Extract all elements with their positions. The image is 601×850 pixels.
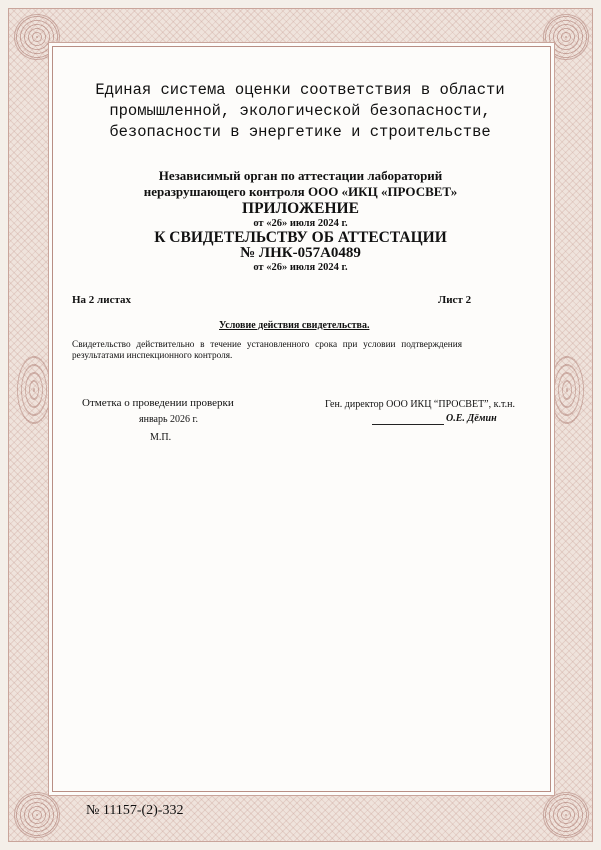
sheets-total: На 2 листах bbox=[72, 294, 131, 306]
certificate-title: К СВИДЕТЕЛЬСТВУ ОБ АТТЕСТАЦИИ bbox=[154, 229, 447, 246]
corner-ornament-bottom-right bbox=[543, 792, 589, 838]
organization-line-2: неразрушающего контроля ООО «ИКЦ «ПРОСВЕТ» bbox=[143, 184, 458, 199]
side-ornament-right bbox=[547, 350, 587, 430]
director-name: О.Е. Дёмин bbox=[446, 413, 497, 424]
sheet-number: Лист 2 bbox=[438, 294, 472, 306]
director-title: Ген. директор ООО ИКЦ “ПРОСВЕТ”, к.т.н. bbox=[325, 399, 515, 410]
side-ornament-left bbox=[14, 350, 54, 430]
condition-text-line-1: Свидетельство действительно в течение установленного срока при условии подтверждения bbox=[72, 340, 463, 350]
blank-number: № 11157-(2)-332 bbox=[86, 803, 184, 818]
appendix-title: ПРИЛОЖЕНИЕ bbox=[242, 200, 359, 217]
system-title: Единая система оценки соответствия в области промышленной, экологической безопасности, безопасности в энергетике и строительстве bbox=[95, 81, 505, 141]
inspection-label: Отметка о проведении проверки bbox=[82, 397, 234, 409]
certificate-date: от «26» июля 2024 г. bbox=[253, 262, 348, 273]
organization-line-1: Независимый орган по аттестации лабораторий bbox=[158, 168, 443, 183]
corner-ornament-bottom-left bbox=[14, 792, 60, 838]
condition-text-line-2: результатами инспекционного контроля. bbox=[72, 351, 233, 361]
inspection-date: январь 2026 г. bbox=[139, 414, 199, 425]
appendix-date: от «26» июля 2024 г. bbox=[253, 218, 348, 229]
condition-heading: Условие действия свидетельства. bbox=[219, 320, 370, 331]
certificate-number: № ЛНК-057А0489 bbox=[240, 245, 361, 261]
stamp-place: М.П. bbox=[150, 432, 172, 443]
signature-line bbox=[372, 424, 444, 425]
